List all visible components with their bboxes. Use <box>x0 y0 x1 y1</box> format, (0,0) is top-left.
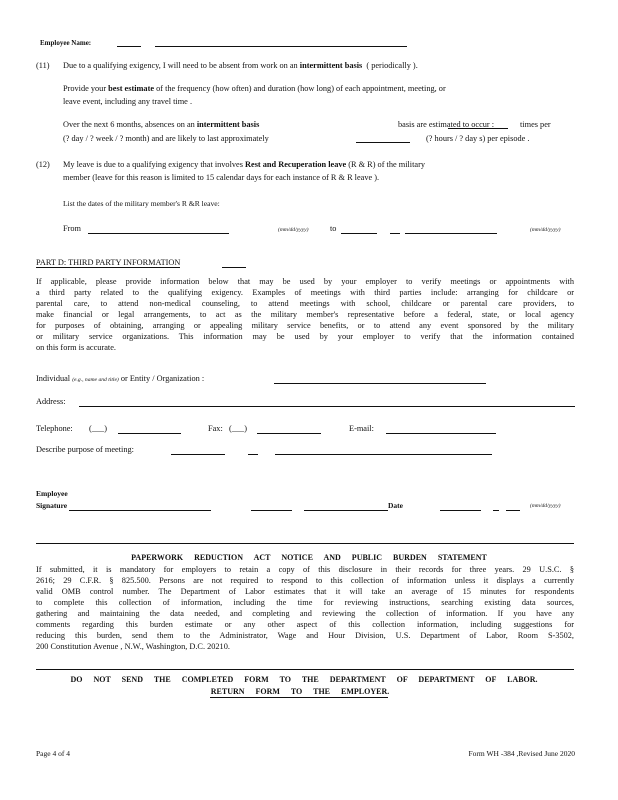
period-options[interactable]: (? day / ? week / ? month) and are likely to last approximately <box>63 134 269 143</box>
signature-field[interactable] <box>69 510 211 511</box>
individual-label: Individual (e.g., name and title) or Entity / Organization : <box>36 374 205 383</box>
part-d-paragraph: If applicable, please provide information below that may be used by your employer to verify meetings or appointments with a third party related to the qualifying exigency. Examples of meetings with third parties include: arranging for childcare or parental care, to attend non-medical counseling, to attend meetings with school, childcare or parental care providers, to make financial or legal arrangements, to act as the military member's representative before a federal, state, or local agency for purposes of obtaining, arranging or appealing military service benefits, or to attend any event sponsored by the military or military service organizations. This information may be used by your employer to verify that the information contained on this form is accurate. <box>36 277 574 352</box>
part-d-title-underline <box>222 267 246 268</box>
describe-field-c[interactable] <box>275 454 492 455</box>
describe-label: Describe purpose of meeting: <box>36 445 134 454</box>
employee-name-field-2[interactable] <box>155 46 407 47</box>
form-id: Form WH -384 ,Revised June 2020 <box>468 749 575 758</box>
item11-number: (11) <box>36 61 50 70</box>
paperwork-paragraph: If submitted, it is mandatory for employers to retain a copy of this disclosure in their records for three years. 29 U.S.C. § 2616; 29 C.F.R. § 825.500. Persons are not required to respond to this collection of information unless it displays a currently valid OMB control number. The Department of Labor estimates that it will take an average of 15 minutes for respondents to complete this collection of information, including the time for reviewing instructions, searching existing data sources, gathering and maintaining the data needed, and completing and reviewing the collection of information. If you have any comments regarding this burden estimate or any other aspect of this collection information, including suggestions for reducing this burden, send them to the Administrator, Wage and Hour Division, U.S. Department of Labor, Room S-3502, 200 Constitution Avenue , N.W., Washington, D.C. 20210. <box>36 565 574 651</box>
address-field[interactable] <box>79 406 575 407</box>
individual-field[interactable] <box>274 383 486 384</box>
date-label: Date <box>388 501 403 510</box>
notice-line2: RETURN FORM TO THE EMPLOYER. <box>210 687 390 696</box>
from-date-format: (mm/dd/yyyy) <box>278 227 309 233</box>
to-label: to <box>330 224 337 233</box>
telephone-label: Telephone: <box>36 424 73 433</box>
section-divider <box>36 543 574 544</box>
list-dates-label: List the dates of the military member's R &R leave: <box>63 199 220 208</box>
date-format: (mm/dd/yyyy) <box>530 503 561 509</box>
item12-line1: My leave is due to a qualifying exigency that involves Rest and Recuperation leave (R & R) of the military <box>63 160 426 169</box>
address-label: Address: <box>36 397 66 406</box>
date-field-a[interactable] <box>440 510 481 511</box>
to-date-field-b[interactable] <box>390 233 400 234</box>
signature-field-3[interactable] <box>304 510 388 511</box>
times-field[interactable] <box>448 128 508 129</box>
email-label: E-mail: <box>349 424 374 433</box>
to-date-field-c[interactable] <box>405 233 497 234</box>
unit-options[interactable]: (? hours / ? day s) per episode . <box>426 134 530 143</box>
page-number: Page 4 of 4 <box>36 749 70 758</box>
employee-name-field[interactable] <box>117 46 141 47</box>
times-per-label: times per <box>520 120 551 129</box>
item11-line1: Due to a qualifying exigency, I will need to be absent from work on an intermittent basis ( periodically ). <box>63 61 418 70</box>
paperwork-title: PAPERWORK REDUCTION ACT NOTICE AND PUBLIC BURDEN STATEMENT <box>131 553 487 562</box>
fax-area[interactable]: (___) <box>229 424 247 433</box>
notice-underline <box>210 697 388 698</box>
employee-label: Employee <box>36 489 68 498</box>
part-d-title: PART D: THIRD PARTY INFORMATION <box>36 258 181 267</box>
item12-number: (12) <box>36 160 50 169</box>
from-label: From <box>63 224 81 233</box>
item11-provide-line: Provide your best estimate of the frequency (how often) and duration (how long) of each appointment, meeting, or <box>63 84 446 93</box>
signature-label: Signature <box>36 501 68 510</box>
telephone-field[interactable] <box>118 433 181 434</box>
duration-field[interactable] <box>356 142 410 143</box>
notice-line1: DO NOT SEND THE COMPLETED FORM TO THE DEPARTMENT OF DEPARTMENT OF LABOR. <box>70 675 538 684</box>
to-date-format: (mm/dd/yyyy) <box>530 227 561 233</box>
item11-occur-label: basis are estimated to occur : <box>398 120 495 129</box>
item11-provide-line2: leave event, including any travel time . <box>63 97 193 106</box>
describe-field-a[interactable] <box>171 454 225 455</box>
signature-field-2[interactable] <box>251 510 292 511</box>
email-field[interactable] <box>386 433 496 434</box>
date-field-c[interactable] <box>506 510 520 511</box>
fax-label: Fax: <box>208 424 223 433</box>
to-date-field-a[interactable] <box>341 233 377 234</box>
from-date-field[interactable] <box>88 233 229 234</box>
describe-field-b[interactable] <box>248 454 258 455</box>
fax-field[interactable] <box>257 433 321 434</box>
item11-over-line: Over the next 6 months, absences on an intermittent basis <box>63 120 260 129</box>
telephone-area[interactable]: (___) <box>89 424 107 433</box>
notice-divider <box>36 669 574 670</box>
date-field-b[interactable] <box>493 510 499 511</box>
item12-line2: member (leave for this reason is limited to 15 calendar days for each instance of R & R leave ). <box>63 173 380 182</box>
employee-name-label: Employee Name: <box>40 39 92 47</box>
